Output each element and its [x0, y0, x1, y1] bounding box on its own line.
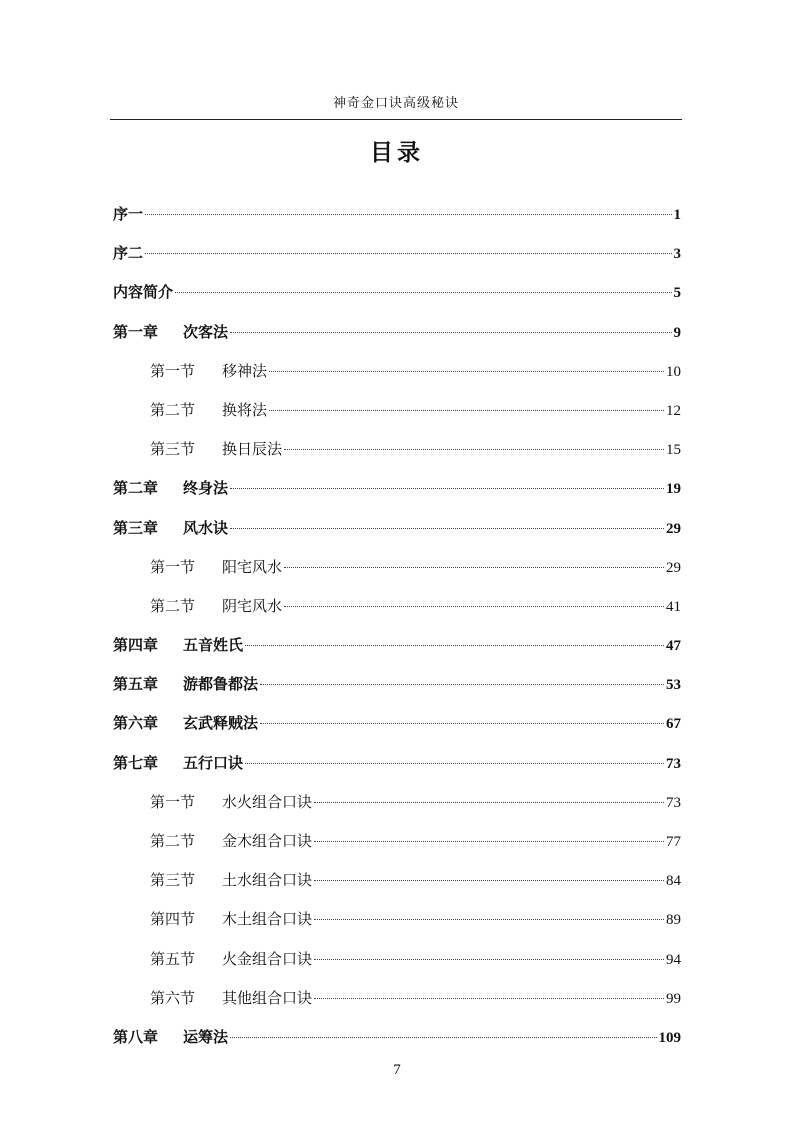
toc-entry-page: 73: [666, 794, 681, 811]
toc-entry-number: 第六章: [113, 714, 159, 733]
toc-entry-number: 第七章: [113, 753, 159, 772]
toc-entry-title: 终身法: [183, 479, 229, 498]
dot-leader: [230, 1037, 656, 1038]
dot-leader: [314, 841, 664, 842]
toc-chapter-entry[interactable]: [113, 509, 681, 548]
dot-leader: [260, 723, 664, 724]
toc-entry-page: 84: [666, 873, 681, 890]
toc-entry-title: 序二: [113, 244, 144, 263]
toc-chapter-entry[interactable]: [113, 1018, 681, 1057]
toc-entry-page: 15: [666, 442, 681, 459]
toc-entry-number: 第二节: [150, 596, 196, 615]
toc-chapter-entry[interactable]: [113, 313, 681, 352]
toc-entry-title: 风水诀: [183, 518, 229, 537]
toc-entry-number: 第三章: [113, 518, 159, 537]
dot-leader: [314, 880, 664, 881]
toc-section-entry[interactable]: [113, 822, 681, 861]
toc-entry-title: 换将法: [222, 400, 268, 419]
toc-entry-title: 水火组合口诀: [222, 792, 313, 811]
toc-entry-title: 移神法: [222, 361, 268, 380]
dot-leader: [314, 998, 664, 999]
running-header: 神奇金口诀高级秘诀: [332, 96, 459, 111]
toc-entry-title: 运筹法: [183, 1027, 229, 1046]
toc-entry-title: 五行口诀: [183, 753, 244, 772]
toc-entry-page: 5: [673, 285, 681, 302]
toc-entry-page: 3: [673, 246, 681, 263]
dot-leader: [230, 332, 671, 333]
toc-entry-page: 53: [666, 677, 681, 694]
toc-section-entry[interactable]: [113, 940, 681, 979]
dot-leader: [269, 410, 664, 411]
toc-entry-title: 土水组合口诀: [222, 871, 313, 890]
toc-entry-number: 第二节: [150, 400, 196, 419]
table-of-contents: [113, 195, 681, 1057]
toc-entry-page: 9: [673, 324, 681, 341]
page-number: 7: [393, 1062, 401, 1078]
toc-entry-title: 其他组合口诀: [222, 988, 313, 1007]
toc-entry-number: 第四节: [150, 910, 196, 929]
dot-leader: [284, 449, 664, 450]
toc-entry-number: 第一节: [150, 361, 196, 380]
toc-entry-page: 41: [666, 598, 681, 615]
toc-chapter-entry[interactable]: [113, 195, 681, 234]
dot-leader: [269, 371, 664, 372]
toc-entry-title: 火金组合口诀: [222, 949, 313, 968]
dot-leader: [284, 567, 664, 568]
toc-entry-page: 1: [673, 207, 681, 223]
dot-leader: [314, 959, 664, 960]
toc-entry-title: 五音姓氏: [183, 636, 244, 655]
toc-section-entry[interactable]: [113, 861, 681, 900]
toc-entry-number: 第一章: [113, 322, 159, 341]
toc-entry-page: 47: [666, 638, 681, 655]
toc-entry-title: 玄武释贼法: [183, 714, 259, 733]
toc-entry-number: 第六节: [150, 988, 196, 1007]
toc-title: 目录: [370, 140, 424, 166]
toc-entry-page: 73: [666, 755, 681, 772]
toc-entry-page: 77: [666, 834, 681, 850]
toc-entry-page: 99: [666, 990, 681, 1007]
toc-entry-title: 换日辰法: [222, 440, 283, 459]
dot-leader: [230, 488, 664, 489]
toc-entry-number: 第一节: [150, 792, 196, 811]
dot-leader: [314, 919, 664, 920]
toc-section-entry[interactable]: [113, 430, 681, 469]
dot-leader: [230, 528, 664, 529]
toc-entry-number: 第五章: [113, 675, 159, 694]
toc-chapter-entry[interactable]: [113, 744, 681, 783]
toc-section-entry[interactable]: [113, 783, 681, 822]
dot-leader: [314, 802, 664, 803]
toc-entry-page: 94: [666, 951, 681, 968]
toc-entry-number: 第五节: [150, 949, 196, 968]
toc-entry-number: 第二章: [113, 479, 159, 498]
toc-entry-number: 第一节: [150, 557, 196, 576]
toc-entry-page: 89: [666, 912, 681, 929]
toc-entry-number: 第八章: [113, 1027, 159, 1046]
toc-entry-title: 阴宅风水: [222, 596, 283, 615]
toc-entry-page: 29: [666, 520, 681, 537]
toc-entry-title: 内容简介: [113, 283, 174, 302]
toc-chapter-entry[interactable]: [113, 626, 681, 665]
dot-leader: [245, 763, 664, 764]
dot-leader: [175, 292, 671, 293]
toc-entry-title: 阳宅风水: [222, 557, 283, 576]
toc-entry-page: 109: [658, 1029, 681, 1046]
toc-entry-title: 游都鲁都法: [183, 675, 259, 694]
toc-entry-page: 19: [666, 481, 681, 498]
toc-entry-title: 次客法: [183, 322, 229, 341]
dot-leader: [260, 684, 664, 685]
header-rule: [110, 119, 682, 120]
toc-chapter-entry[interactable]: [113, 704, 681, 743]
toc-chapter-entry[interactable]: [113, 469, 681, 508]
toc-entry-number: 第三节: [150, 871, 196, 890]
toc-entry-page: 10: [666, 363, 681, 380]
toc-entry-page: 29: [666, 559, 681, 576]
toc-chapter-entry[interactable]: [113, 234, 681, 273]
toc-chapter-entry[interactable]: [113, 665, 681, 704]
toc-entry-number: 第三节: [150, 440, 196, 459]
toc-entry-number: 第二节: [150, 832, 196, 850]
toc-section-entry[interactable]: [113, 548, 681, 587]
toc-section-entry[interactable]: [113, 352, 681, 391]
toc-section-entry[interactable]: [113, 900, 681, 939]
dot-leader: [284, 606, 664, 607]
toc-entry-number: 第四章: [113, 636, 159, 655]
toc-entry-page: 67: [666, 716, 681, 733]
toc-entry-title: 木土组合口诀: [222, 910, 313, 929]
toc-entry-title: 序一: [113, 205, 144, 223]
dot-leader: [145, 253, 671, 254]
toc-section-entry[interactable]: [113, 979, 681, 1018]
toc-section-entry[interactable]: [113, 391, 681, 430]
dot-leader: [145, 214, 671, 215]
toc-entry-title: 金木组合口诀: [222, 832, 313, 850]
toc-section-entry[interactable]: [113, 587, 681, 626]
toc-chapter-entry[interactable]: [113, 273, 681, 312]
toc-entry-page: 12: [666, 402, 681, 419]
dot-leader: [245, 645, 664, 646]
